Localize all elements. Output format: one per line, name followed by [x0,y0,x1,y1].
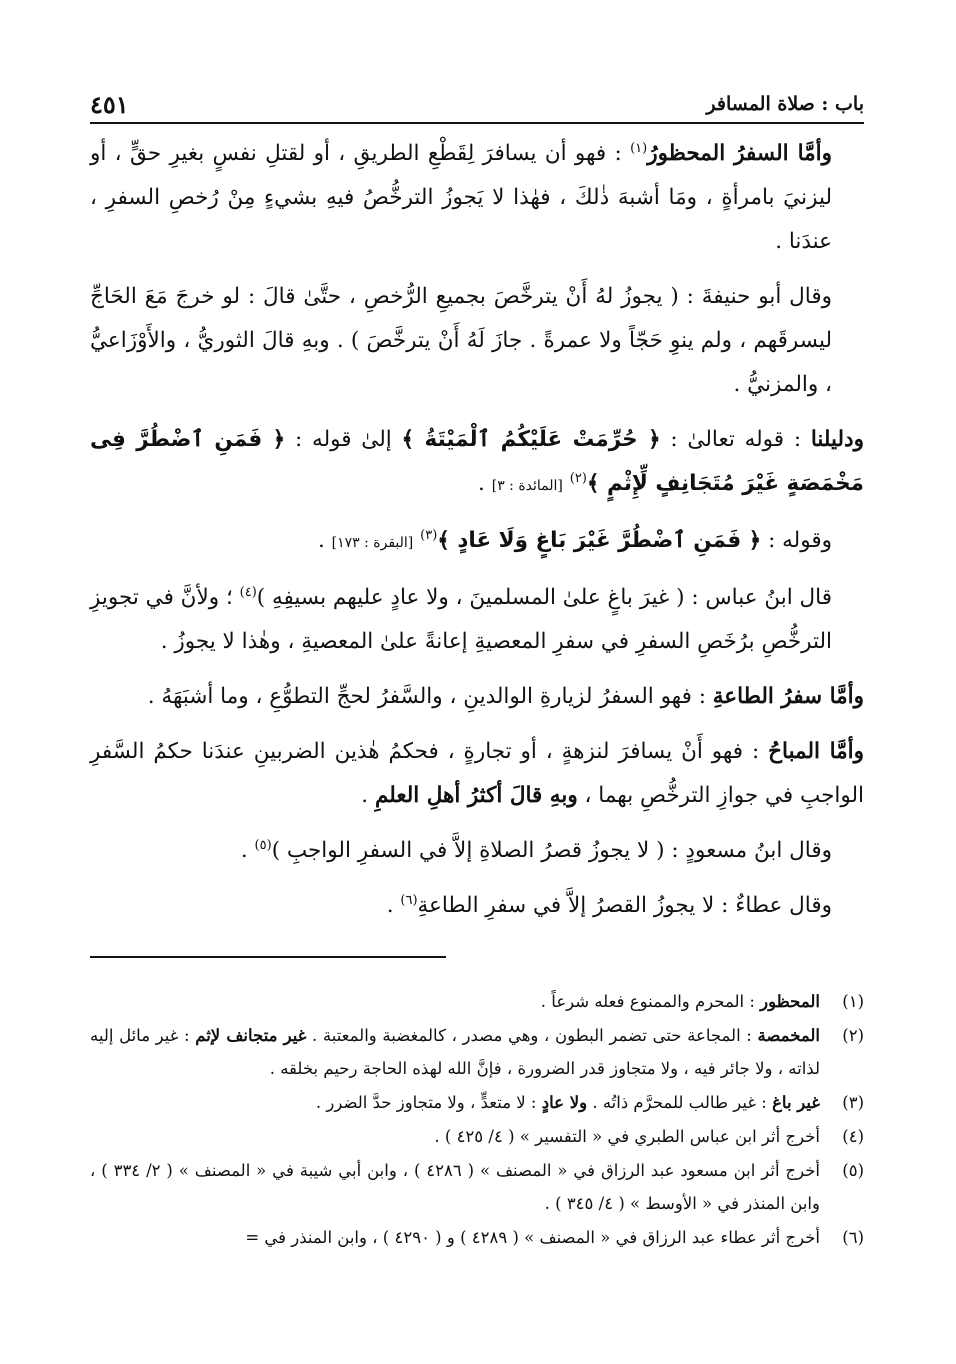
footnote-item [90,1019,864,1085]
paragraph-text: : فهو السفرُ لزيارةِ الوالدينِ ، والسَّفرُ لحجِّ التطوُّعِ ، وما أشبَهَهُ . [147,684,713,709]
paragraph-end: . [386,893,401,918]
paragraph-text: ؛ ولأنَّ في تجويزِ الترخُّصِ برُخَصِ السفرِ في سفرِ المعصيةِ إعانةً علىٰ المعصيةِ ، وهٰذا لا يجوزُ . [90,585,832,654]
footnote-text: أخرج أثر ابن عباس الطبري في « التفسير » ( ٤/ ٤٢٥ ) . [434,1127,820,1146]
footnote-term: غير متجانف لإثم [195,1026,307,1045]
paragraph-end: . [361,783,375,808]
paragraph-ata [90,884,864,928]
paragraph-abu-hanifa [90,275,864,407]
page-header [90,86,864,124]
footnote-term: غير باغ [772,1093,820,1112]
footnote-text: : المجاعة حتى تضمر البطون ، وهي مصدر ، كالمغضبة والمعتبة . [306,1026,758,1045]
paragraph-evidence [90,418,864,508]
footnote-mark[interactable]: (٥) [254,837,272,853]
footnote-term: ولا عادٍ [541,1093,588,1112]
footnote-mark[interactable]: (١) [630,140,648,156]
paragraph-verse-2 [90,519,864,565]
footnote-mark[interactable]: (٣) [420,527,438,543]
paragraph-text: وقال أبو حنيفةَ : ( يجوزُ لهُ أَنْ يترخَّصَ بجميعِ الرُّخصِ ، حتَّىٰ قالَ : لو خرجَ مَعَ الحَاجِّ ليسرقَهم ، ولم ينوِ حَجّاً ولا عمرةً . جازَ لَهُ أَنْ يترخَّصَ ) . وبهِ قالَ الثوريُّ ، والأَوْزَاعيُّ ، والمزنيُّ . [90,284,832,397]
footnote-number: (٥) [842,1161,864,1180]
paragraph-forbidden-travel [90,132,864,264]
page-number: ٤٥١ [90,89,129,119]
paragraph-text: وقوله : [761,528,832,553]
footnote-item [90,1154,864,1220]
footnote-text: : غير مائل إليه لذاته ، ولا جائر فيه ، ولا متجاوز قدر الضرورة ، فإنَّ الله لهذه الحاجة رحيم بخلقه . [90,1026,820,1078]
verse-reference: [المائدة : ٣] [491,478,563,494]
footnote-item [90,1120,864,1153]
footnote-item [90,985,864,1018]
footnote-mark[interactable]: (٤) [239,584,257,600]
paragraph-text: قال ابنُ عباس : ( غيرَ باغٍ علىٰ المسلمينَ ، ولا عادٍ عليهم بسيفِهِ ) [256,585,832,610]
paragraph-lead: وأمَّا سفرُ الطاعةِ [712,684,864,709]
paragraph-end: . [240,838,255,863]
paragraph-lead: ودليلنا [810,427,865,452]
paragraph-text: : فهو أَنْ يسافرَ لنزهةٍ ، أو تجارةٍ ، فحكمُ هٰذين الضربينِ عندَنا حكمُ السَّفرِ الواجبِ في جوازِ الترخُّصِ بهما ، [90,739,864,808]
footnote-number: (٤) [842,1127,864,1146]
paragraph-permissible-travel [90,730,864,818]
paragraph-lead: وأمَّا المباحُ [768,739,864,764]
footnotes [90,985,864,1255]
quran-verse: ﴿ حُرِّمَتْ عَلَيْكُمُ ٱلْمَيْتَةُ ﴾ [401,427,661,452]
footnote-term: المحظور [760,992,820,1011]
footnote-item [90,1221,864,1254]
footnote-mark[interactable]: (٢) [569,470,587,486]
paragraph-obedient-travel [90,675,864,719]
footnote-mark[interactable]: (٦) [400,892,418,908]
quran-verse: ﴿ فَمَنِ ٱضْطُرَّ غَيْرَ بَاغٍ وَلَا عَادٍ ﴾ [437,528,762,553]
paragraph-end: . [478,471,492,496]
footnote-text: : غير طالب للمحرَّم ذاتُه . [587,1093,773,1112]
footnote-text: أخرج أثر عطاء عبد الرزاق في « المصنف » ( ٤٢٨٩ ) و ( ٤٢٩٠ ) ، وابن المنذر في = [245,1228,820,1247]
paragraph-end: . [317,528,332,553]
chapter-title: باب : صلاة المسافر [706,93,864,115]
footnote-number: (١) [842,992,864,1011]
paragraph-text: إلىٰ قوله : [285,427,402,452]
footnote-number: (٦) [842,1228,864,1247]
footnote-item [90,1086,864,1119]
verse-reference: [البقرة : ١٧٣] [331,535,414,551]
footnote-number: (٣) [842,1093,864,1112]
footnote-text: : المحرم والممنوع فعله شرعاً . [540,992,761,1011]
footnote-number: (٢) [842,1026,864,1045]
paragraph-ibn-masud [90,829,864,873]
paragraph-lead: وأمَّا السفرُ المحظورُ [647,141,833,166]
footnote-separator [90,956,446,958]
main-text [90,132,864,939]
paragraph-text: : قوله تعالىٰ : [660,427,811,452]
paragraph-bold-phrase: وبهِ قالَ أكثرُ أهلِ العلمِ [374,783,578,808]
paragraph-ibn-abbas [90,576,864,664]
footnote-term: المخمصة [757,1026,820,1045]
footnote-text: أخرج أثر ابن مسعود عبد الرزاق في « المصنف » ( ٤٢٨٦ ) ، وابن أبي شيبة في « المصنف » ( ٢/ ٣٣٤ ) ، وابن المنذر في « الأوسط » ( ٤/ ٣٤٥ ) . [90,1161,820,1213]
quran-verse: ﴿ فَمَنِ ٱضْطُرَّ فِى مَخْمَصَةٍ غَيْرَ مُتَجَانِفٍ لِّإِثْمٍ ﴾ [90,427,864,496]
paragraph-text: وقال عطاءٌ : لا يجوزُ القصرُ إلاَّ في سفرِ الطاعةِ [417,893,832,918]
footnote-text: : لا متعدٍّ ، ولا متجاوز حدَّ الضرر . [315,1093,542,1112]
paragraph-text: وقال ابنُ مسعودٍ : ( لا يجوزُ قصرُ الصلاةِ إلاَّ في السفرِ الواجبِ ) [271,838,832,863]
paragraph-text: : فهو أن يسافرَ لِقَطْعِ الطريقِ ، أو لقتلِ نفسٍ بغيرِ حقٍّ ، أو ليزنيَ بامرأةٍ ، ومَا أشبهَ ذٰلكَ ، فهٰذا لا يَجوزُ الترخُّصُ فيهِ بشيءٍ مِنْ رُخصِ السفرِ ، عندَنا . [90,141,832,254]
